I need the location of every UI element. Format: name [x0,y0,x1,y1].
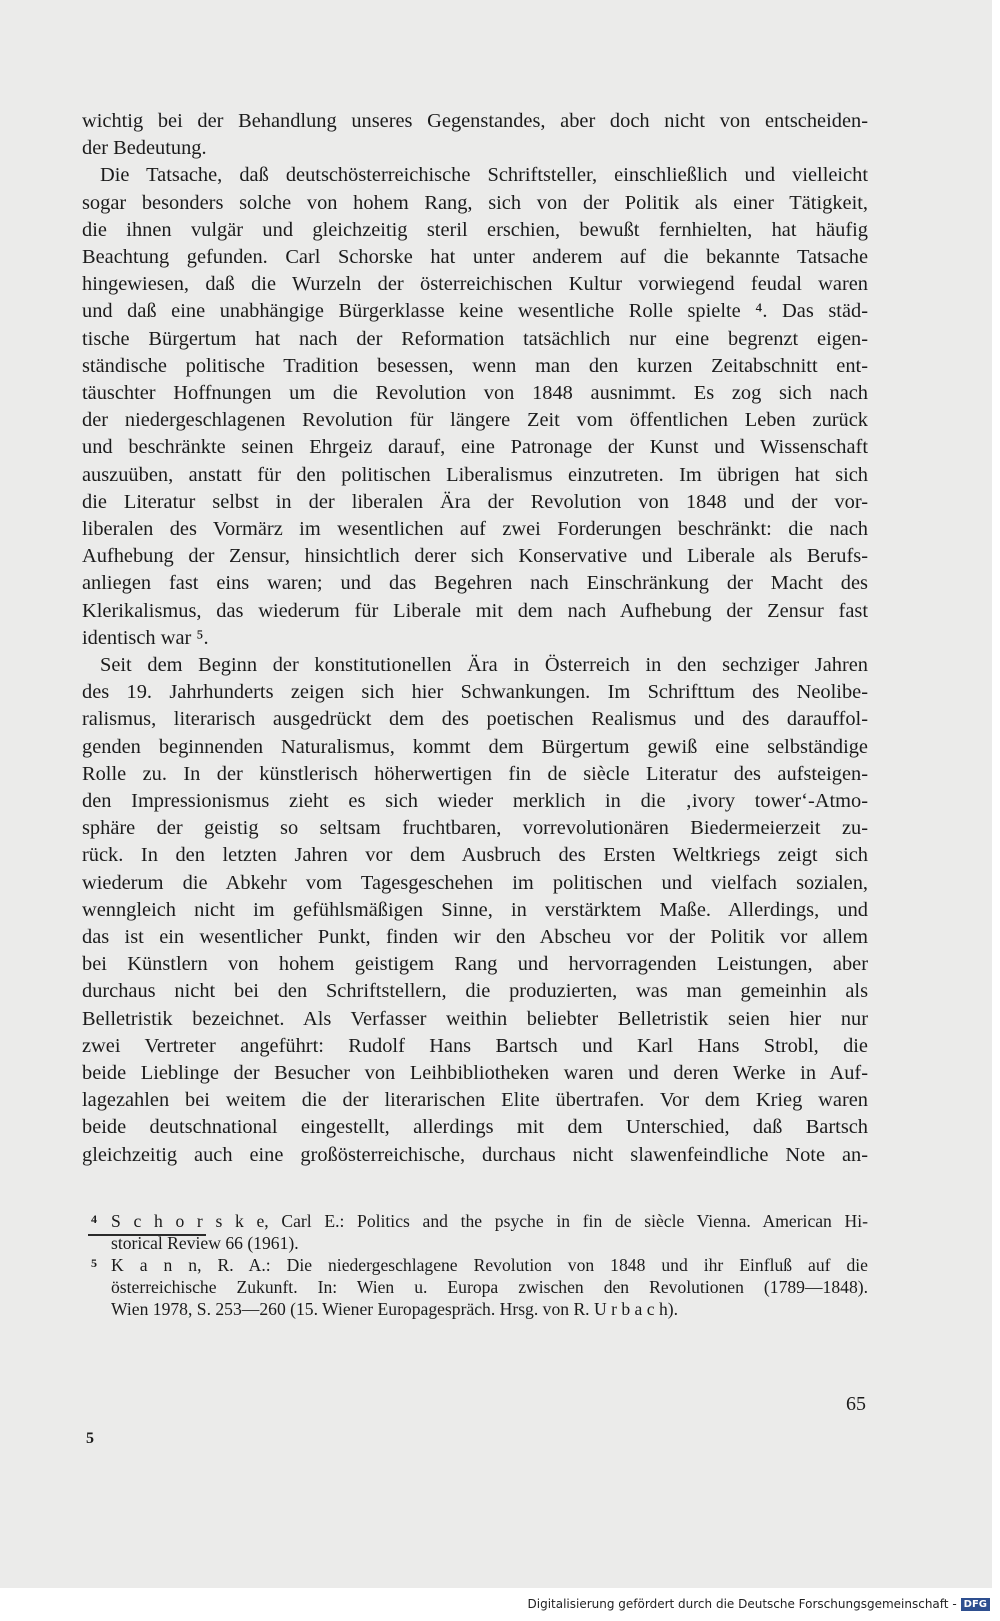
text-line: zwei Vertreter angeführt: Rudolf Hans Bartsch und Karl Hans Strobl, die [82,1034,868,1057]
text-line: täuschter Hoffnungen um die Revolution von 1848 ausnimmt. Es zog sich nach [82,382,868,404]
text-line: beide Lieblinge der Besucher von Leihbibliotheken waren und deren Werke in Auf- [82,1062,868,1084]
text-line: wenngleich nicht im gefühlsmäßigen Sinne, in verstärktem Maße. Allerdings, und [82,898,868,921]
text-line: das ist ein wesentlicher Punkt, finden wir den Abscheu vor der Politik vor allem [82,926,868,948]
text-line: gleichzeitig auch eine großösterreichische, durchaus nicht slawenfeindliche Note an- [82,1143,868,1166]
page-number: 65 [846,1393,866,1415]
text-line: Die Tatsache, daß deutschösterreichische Schriftsteller, einschließlich und vielleicht [100,164,868,187]
dfg-logo: DFG [961,1598,990,1611]
text-line: Seit dem Beginn der konstitutionellen Ära in Österreich in den sechziger Jahren [100,654,868,676]
text-line: hingewiesen, daß die Wurzeln der österreichischen Kultur vorwiegend feudal waren [82,273,868,296]
text-line: der Bedeutung. [82,137,207,160]
footnote-line: storical Review 66 (1961). [111,1233,299,1253]
text-line: auszuüben, anstatt für den politischen Liberalismus einzutreten. Im übrigen hat sich [82,463,868,486]
text-line: Rolle zu. In der künstlerisch höherwertigen fin de siècle Literatur des aufsteigen- [82,762,868,785]
text-line: wichtig bei der Behandlung unseres Gegenstandes, aber doch nicht von entscheiden- [82,110,868,132]
text-line: identisch war ⁵. [82,626,209,649]
text-line: liberalen des Vormärz im wesentlichen auf zwei Forderungen beschränkt: die nach [82,518,868,540]
footnote-line: S c h o r s k e, Carl E.: Politics and the psyche in fin de siècle Vienna. American Hi- [111,1211,868,1231]
text-line: genden beginnenden Naturalismus, kommt dem Bürgertum gewiß eine selbständige [82,735,868,758]
text-line: bei Künstlern von hohem geistigem Rang und hervorragenden Leistungen, aber [82,953,868,976]
text-line: ralismus, literarisch ausgedrückt dem des poetischen Realismus und des darauffol- [82,708,868,731]
footnote-line: Wien 1978, S. 253—260 (15. Wiener Europagespräch. Hrsg. von R. U r b a c h). [111,1299,679,1319]
text-line: sogar besonders solche von hohem Rang, sich von der Politik als einer Tätigkeit, [82,191,868,214]
text-line: rück. In den letzten Jahren vor dem Ausbruch des Ersten Weltkriegs zeigt sich [82,844,868,867]
footnote-line: österreichische Zukunft. In: Wien u. Europa zwischen den Revolutionen (1789—1848). [111,1277,868,1297]
text-line: die ihnen vulgär und gleichzeitig steril erschien, bewußt fernhielten, hat häufig [82,218,868,241]
text-line: und daß eine unabhängige Bürgerklasse keine wesentliche Rolle spielte ⁴. Das städ- [82,300,868,323]
text-line: beide deutschnational eingestellt, allerdings mit dem Unterschied, daß Bartsch [82,1116,868,1139]
text-line: tische Bürgertum hat nach der Reformation tatsächlich nur eine begrenzt eigen- [82,327,868,350]
text-line: ständische politische Tradition besessen, wenn man den kurzen Zeitabschnitt ent- [82,354,868,377]
footer-credit: Digitalisierung gefördert durch die Deutsche Forschungsgemeinschaft - [527,1597,957,1611]
text-line: durchaus nicht bei den Schriftstellern, die produzierten, was man gemeinhin als [82,980,868,1003]
footnote-line: K a n n, R. A.: Die niedergeschlagene Revolution von 1848 und ihr Einfluß auf die [111,1255,868,1275]
text-line: den Impressionismus zieht es sich wieder merklich in die ‚ivory tower‘-Atmo- [82,790,868,812]
text-line: der niedergeschlagenen Revolution für längere Zeit vom öffentlichen Leben zurück [82,409,868,432]
text-line: lagezahlen bei weitem die der literarischen Elite übertrafen. Vor dem Krieg waren [82,1089,868,1112]
text-line: Aufhebung der Zensur, hinsichtlich derer sich Konservative und Liberale als Berufs- [82,545,868,568]
text-line: und beschränkte seinen Ehrgeiz darauf, eine Patronage der Kunst und Wissenschaft [82,436,868,459]
digitization-footer [528,1597,991,1611]
text-line: Belletristik bezeichnet. Als Verfasser weithin beliebter Belletristik seien hier nur [82,1007,868,1030]
text-line: sphäre der geistig so seltsam fruchtbaren, vorrevolutionären Biedermeierzeit zu- [82,817,868,840]
footnote-mark: 4 [91,1212,97,1226]
text-line: anliegen fast eins waren; und das Begehren nach Einschränkung der Macht des [82,572,868,595]
text-line: Beachtung gefunden. Carl Schorske hat unter anderem auf die bekannte Tatsache [82,246,868,268]
text-line: die Literatur selbst in der liberalen Ära der Revolution von 1848 und der vor- [82,490,868,513]
text-line: des 19. Jahrhunderts zeigen sich hier Schwankungen. Im Schrifttum des Neolibe- [82,681,868,704]
signature-mark: 5 [86,1430,94,1447]
footnote-mark: 5 [91,1256,97,1270]
text-line: wiederum die Abkehr vom Tagesgeschehen im politischen und vielfach sozialen, [82,871,868,894]
text-line: Klerikalismus, das wiederum für Liberale mit dem nach Aufhebung der Zensur fast [82,599,868,622]
